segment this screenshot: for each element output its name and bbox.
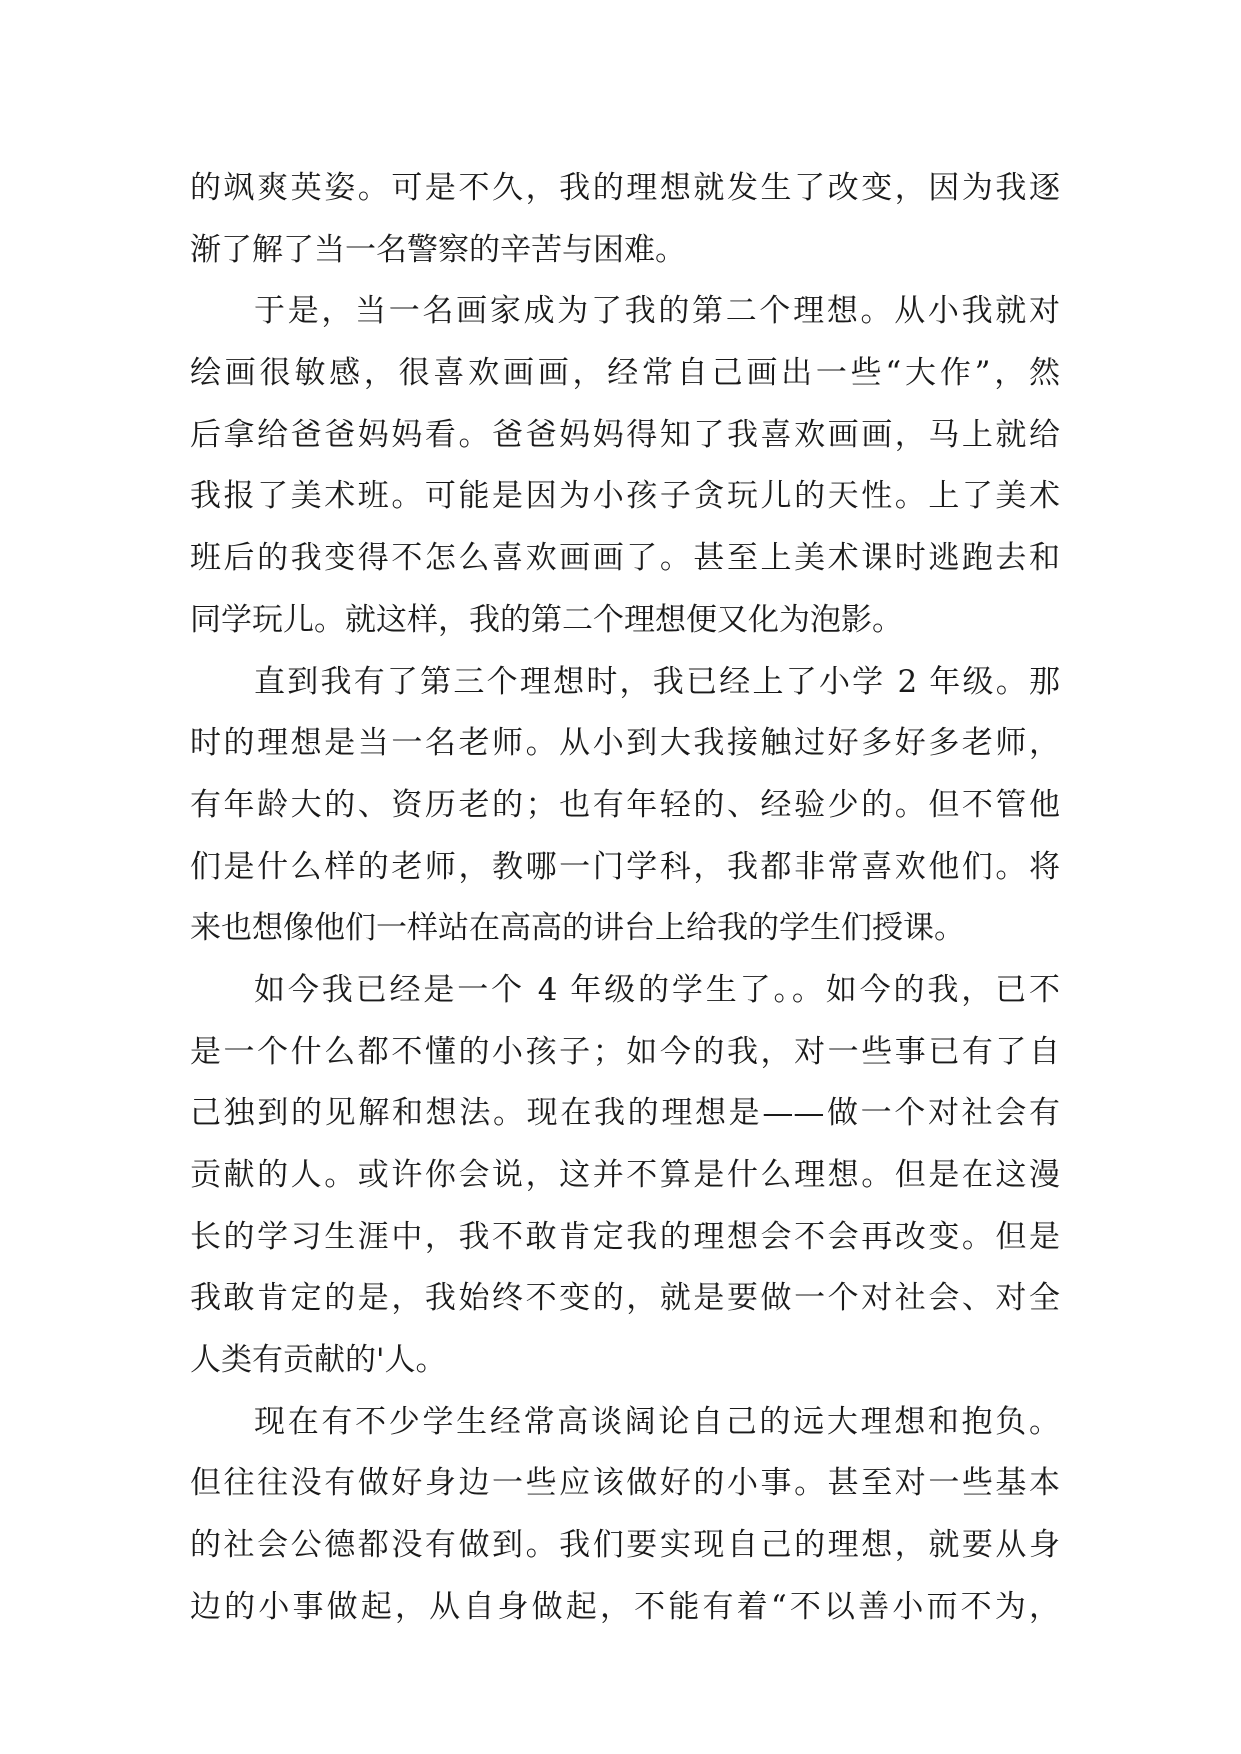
text-line: 直到我有了第三个理想时，我已经上了小学 2 年级。那	[254, 663, 1060, 700]
text-line: 我报了美术班。可能是因为小孩子贪玩儿的天性。上了美术	[190, 478, 1060, 515]
document-page	[190, 158, 1060, 1639]
text-line: 长的学习生涯中，我不敢肯定我的理想会不会再改变。但是	[190, 1218, 1060, 1255]
text-line: 们是什么样的老师，教哪一门学科，我都非常喜欢他们。将	[190, 848, 1060, 885]
text-line: 来也想像他们一样站在高高的讲台上给我的学生们授课。	[190, 910, 965, 947]
text-line: 现在有不少学生经常高谈阔论自己的远大理想和抱负。	[254, 1403, 1060, 1440]
text-line: 边的小事做起，从自身做起，不能有着“不以善小而不为，	[190, 1588, 1060, 1625]
text-line: 同学玩儿。就这样，我的第二个理想便又化为泡影。	[190, 601, 903, 638]
text-line: 绘画很敏感，很喜欢画画，经常自己画出一些“大作”，然	[190, 355, 1060, 392]
text-line: 如今我已经是一个 4 年级的学生了。。如今的我，已不	[254, 971, 1060, 1008]
text-line: 渐了解了当一名警察的辛苦与困难。	[190, 231, 686, 268]
text-line: 但往往没有做好身边一些应该做好的小事。甚至对一些基本	[190, 1465, 1060, 1502]
text-line: 有年龄大的、资历老的；也有年轻的、经验少的。但不管他	[190, 786, 1060, 823]
text-line: 的飒爽英姿。可是不久，我的理想就发生了改变，因为我逐	[190, 170, 1060, 206]
text-line: 时的理想是当一名老师。从小到大我接触过好多好多老师，	[190, 725, 1060, 762]
text-line: 于是，当一名画家成为了我的第二个理想。从小我就对	[254, 293, 1060, 330]
text-line: 是一个什么都不懂的小孩子；如今的我，对一些事已有了自	[190, 1033, 1060, 1070]
text-line: 人类有贡献的'人。	[190, 1342, 447, 1379]
text-line: 贡献的人。或许你会说，这并不算是什么理想。但是在这漫	[190, 1157, 1060, 1193]
text-line: 的社会公德都没有做到。我们要实现自己的理想，就要从身	[190, 1527, 1060, 1564]
text-line: 己独到的见解和想法。现在我的理想是——做一个对社会有	[190, 1095, 1060, 1132]
text-line: 班后的我变得不怎么喜欢画画了。甚至上美术课时逃跑去和	[190, 540, 1060, 577]
text-line: 后拿给爸爸妈妈看。爸爸妈妈得知了我喜欢画画，马上就给	[190, 416, 1060, 453]
text-line: 我敢肯定的是，我始终不变的，就是要做一个对社会、对全	[190, 1280, 1060, 1317]
